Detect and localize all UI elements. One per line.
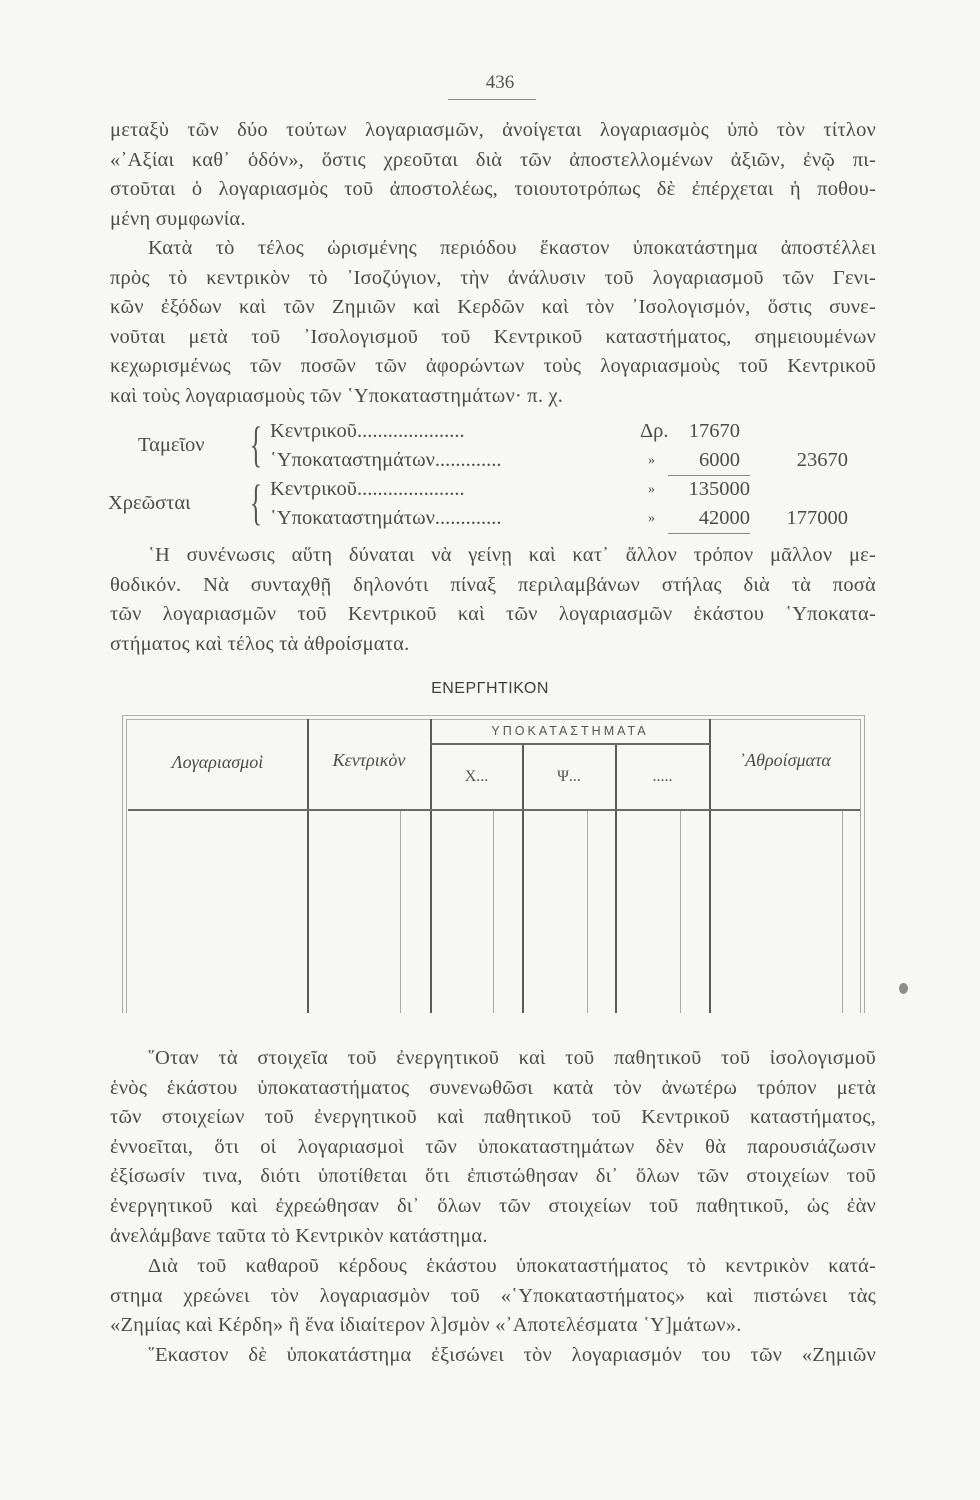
account-row-amount: 135000 bbox=[688, 478, 750, 500]
header-central: Κεντρικὸν bbox=[332, 750, 406, 770]
header-branch-more: ..... bbox=[652, 768, 673, 785]
cents-divider bbox=[842, 811, 843, 1013]
header-bottom-rule bbox=[128, 809, 860, 811]
text-line: «Ζημίας καὶ Κέρδη» ἢ ἕνα ἰδιαίτερον λ]σμὸν «᾿Αποτελέσματα ῾Υ]μάτων». bbox=[110, 1314, 742, 1337]
paragraph-2 bbox=[110, 234, 876, 412]
text-line: ῞Εκαστον δὲ ὑποκατάστημα ἐξισώνει τὸν λογαριασμόν του τῶν «Ζημιῶν bbox=[148, 1344, 876, 1366]
header-branches-group: ΥΠΟΚΑΤΑΣΤΗΜΑΤΑ bbox=[491, 724, 649, 738]
text-line: θοδικόν. Νὰ συνταχθῇ δηλονότι πίναξ περιλαμβάνων στήλας διὰ τὰ ποσὰ bbox=[110, 573, 876, 596]
account-row-amount: 17670 bbox=[688, 420, 740, 442]
table-border-left-inner bbox=[126, 719, 127, 1013]
brace-icon: { bbox=[250, 474, 262, 530]
text-line: Διὰ τοῦ καθαροῦ κέρδους ἑκάστου ὑποκαταστήματος τὸ κεντρικὸν κατά- bbox=[148, 1255, 876, 1277]
cents-divider bbox=[680, 811, 681, 1013]
text-line: Κατὰ τὸ τέλος ὡρισμένης περιόδου ἕκαστον ὑποκατάστημα ἀποστέλλει bbox=[148, 237, 876, 259]
paragraph-4 bbox=[110, 1044, 876, 1251]
table-border-right-inner bbox=[860, 719, 861, 1013]
group-header-rule bbox=[431, 743, 709, 745]
subtotal-rule bbox=[668, 475, 750, 476]
account-label-debtors: Χρεῶσται bbox=[108, 492, 191, 514]
paragraph-1 bbox=[110, 116, 876, 234]
account-row-amount: 42000 bbox=[698, 507, 750, 529]
cents-divider bbox=[400, 811, 401, 1013]
account-label-cash: Ταμεῖον bbox=[138, 434, 205, 456]
text-line: στήματος καὶ τέλος τὰ ἀθροίσματα. bbox=[110, 632, 410, 655]
paragraph-5 bbox=[110, 1252, 876, 1341]
header-totals: ᾿Αθροίσματα bbox=[739, 750, 831, 770]
text-line: τῶν στοιχείων τοῦ ἐνεργητικοῦ καὶ παθητικοῦ τοῦ Κεντρικοῦ καταστήματος, bbox=[110, 1106, 876, 1129]
text-line: κῶν ἐξόδων καὶ τῶν Ζημιῶν καὶ Κερδῶν καὶ τὸν ᾿Ισολογισμόν, ὅστις συνε- bbox=[110, 296, 876, 319]
table-border-top-inner bbox=[126, 719, 860, 720]
text-line: ἐννοεῖται, ὅτι οἱ λογαριασμοὶ τῶν ὑποκαταστημάτων δὲν θὰ παρουσιάζωσιν bbox=[110, 1135, 876, 1158]
text-line: ἀνελάμβανε ταῦτα τὸ Κεντρικὸν κατάστημα. bbox=[110, 1224, 488, 1247]
text-line: καὶ τοὺς λογαριασμοὺς τῶν ῾Υποκαταστημάτων· π. χ. bbox=[110, 384, 564, 407]
text-line: νοῦται μετὰ τοῦ ᾿Ισολογισμοῦ τοῦ Κεντρικοῦ καταστήματος, σημειουμένων bbox=[110, 325, 876, 348]
text-line: «᾿Αξίαι καθ᾿ ὁδόν», ὅστις χρεοῦται διὰ τῶν ἀποστελλομένων ἀξιῶν, ἐνῷ πι- bbox=[110, 148, 876, 171]
header-accounts: Λογαριασμοὶ bbox=[171, 752, 264, 772]
paragraph-6 bbox=[110, 1341, 876, 1371]
table-border-top bbox=[122, 715, 864, 716]
text-line: ἐξίσωσίν τινα, διότι ὑποτίθεται ὅτι ἐπιστώθησαν δι᾿ ὅλων τῶν στοιχείων τοῦ bbox=[110, 1165, 876, 1188]
brace-icon: { bbox=[250, 416, 262, 472]
column-divider bbox=[430, 719, 432, 1013]
account-row-prefix: » bbox=[648, 453, 655, 468]
account-row-name: ῾Υποκαταστημάτων............. bbox=[270, 507, 502, 529]
account-row-total: 177000 bbox=[786, 507, 848, 529]
table-title: ΕΝΕΡΓΗΤΙΚΟΝ bbox=[431, 680, 549, 697]
table-border-right bbox=[864, 715, 865, 1013]
text-line: μένη συμφωνία. bbox=[110, 207, 246, 230]
text-line: ἑνὸς ἑκάστου ὑποκαταστήματος συνενωθῶσι κατὰ τὸν ἀνωτέρω τρόπον μετὰ bbox=[110, 1076, 876, 1099]
text-line: ἐνεργητικοῦ καὶ ἐχρεώθησαν δι᾿ ὅλων τῶν στοιχείων τοῦ παθητικοῦ, ὡς ἐὰν bbox=[110, 1194, 876, 1217]
subtotal-rule bbox=[668, 533, 750, 534]
account-row-prefix: » bbox=[648, 482, 655, 497]
account-row-name: Κεντρικοῦ..................... bbox=[270, 478, 465, 500]
paragraph-3 bbox=[110, 541, 876, 659]
text-line: στημα χρεώνει τὸν λογαριασμὸν τοῦ «῾Υποκαταστήματος» καὶ πιστώνει τὰς bbox=[110, 1284, 876, 1307]
text-line: μεταξὺ τῶν δύο τούτων λογαριασμῶν, ἀνοίγεται λογαριασμὸς ὑπὸ τὸν τίτλον bbox=[110, 119, 876, 141]
account-row-prefix: » bbox=[648, 511, 655, 526]
text-line: στοῦται ὁ λογαριασμὸς τοῦ ἀποστολέως, τοιουτοτρόπως δὲ ἐπέρχεται ἡ ποθου- bbox=[110, 178, 876, 201]
text-line: πρὸς τὸ κεντρικὸν τὸ ᾿Ισοζύγιον, τὴν ἀνάλυσιν τοῦ λογαριασμοῦ τῶν Γενι- bbox=[110, 266, 876, 289]
account-row-name: ῾Υποκαταστημάτων............. bbox=[270, 449, 502, 471]
account-row-name: Κεντρικοῦ..................... bbox=[270, 420, 465, 442]
header-branch-psi: Ψ... bbox=[557, 768, 581, 785]
account-row-amount: 6000 bbox=[699, 449, 740, 471]
page-number: 436 bbox=[485, 72, 515, 93]
text-line: τῶν λογαριασμῶν τοῦ Κεντρικοῦ καὶ τῶν λογαριασμῶν ἑκάστου ῾Υποκατα- bbox=[110, 603, 876, 626]
cents-divider bbox=[493, 811, 494, 1013]
text-line: κεχωρισμένως τῶν ποσῶν τῶν ἀφορώντων τοὺς λογαριασμοὺς τοῦ Κεντρικοῦ bbox=[110, 355, 876, 378]
margin-speck bbox=[899, 983, 908, 994]
account-row-prefix: Δρ. bbox=[640, 420, 669, 442]
page-number-rule bbox=[448, 99, 536, 100]
account-row-total: 23670 bbox=[796, 449, 848, 471]
cents-divider bbox=[587, 811, 588, 1013]
header-branch-x: Χ... bbox=[464, 768, 489, 785]
table-border-left bbox=[122, 715, 123, 1013]
text-line: ῾Η συνένωσις αὕτη δύναται νὰ γείνῃ καὶ κατ᾿ ἄλλον τρόπον μᾶλλον με- bbox=[148, 544, 876, 566]
text-line: ῞Οταν τὰ στοιχεῖα τοῦ ἐνεργητικοῦ καὶ τοῦ παθητικοῦ τοῦ ἰσολογισμοῦ bbox=[148, 1047, 876, 1069]
